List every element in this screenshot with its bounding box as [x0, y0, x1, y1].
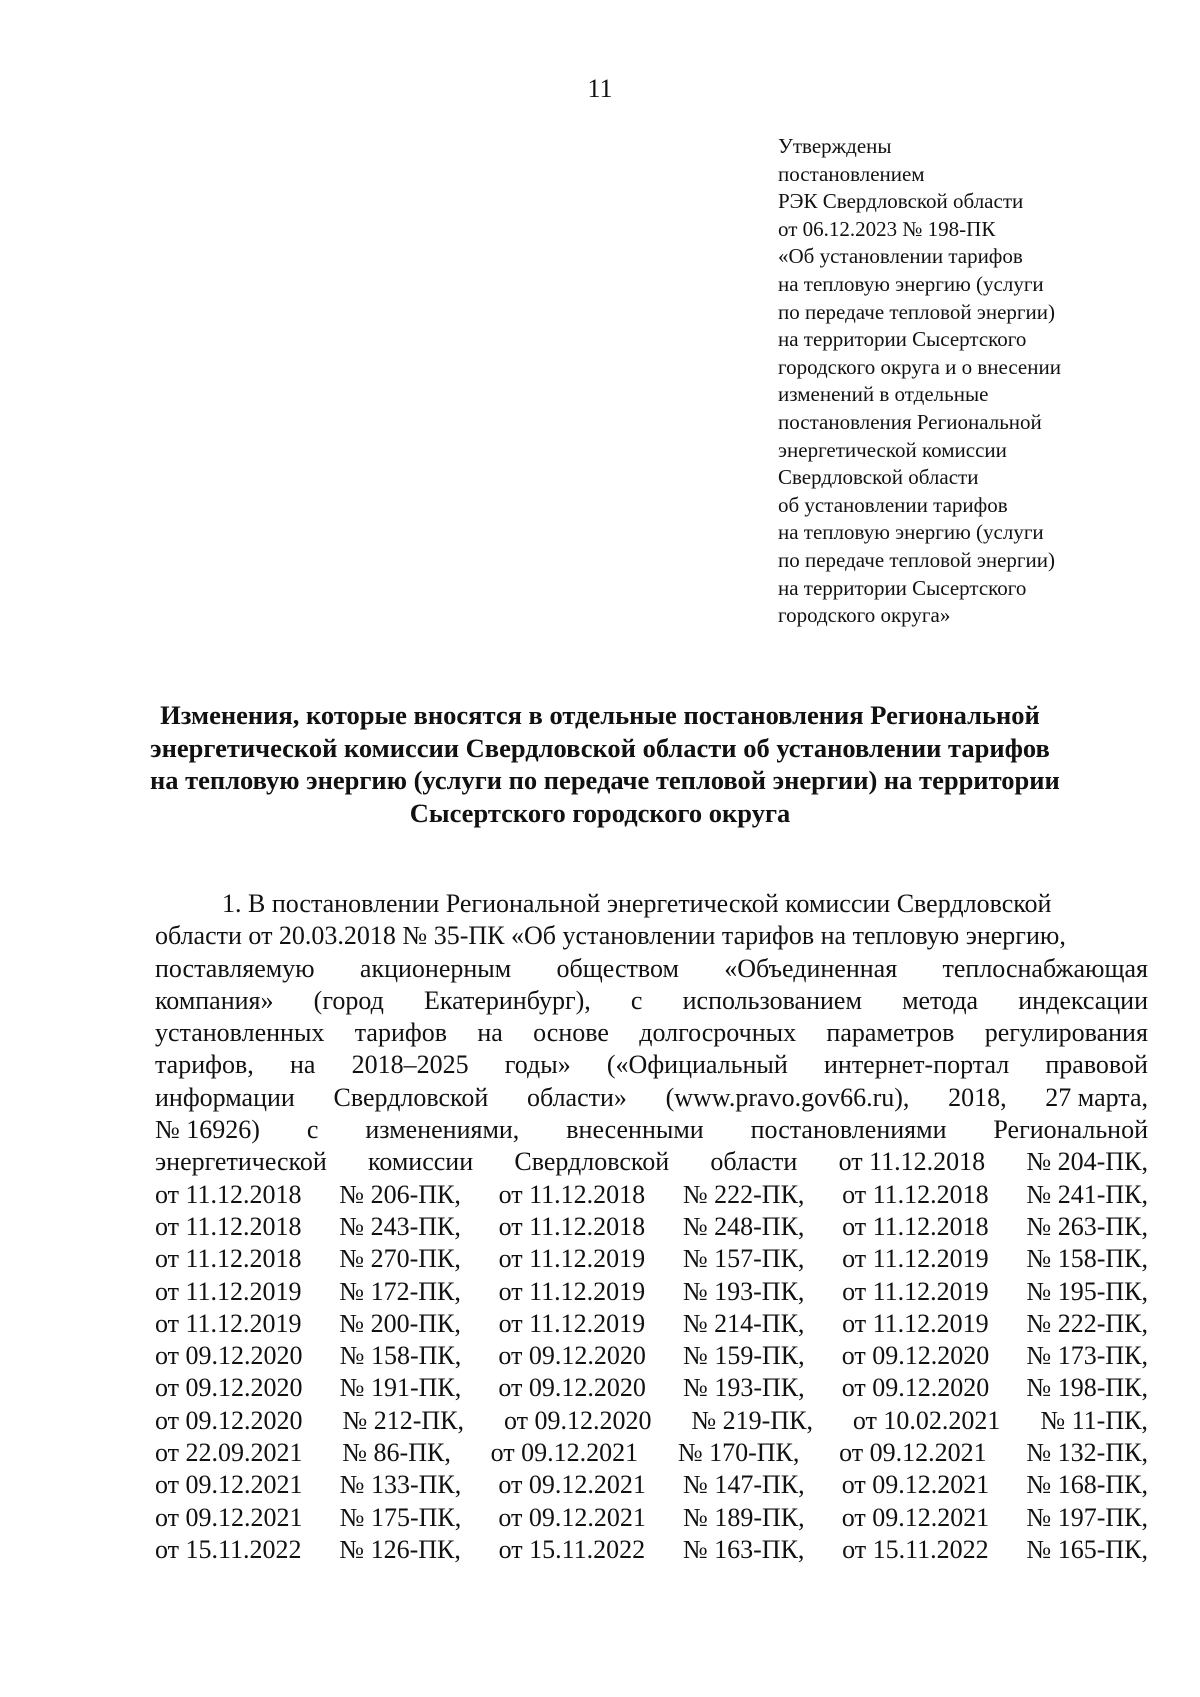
body-word: № 219-ПК, — [691, 1405, 813, 1435]
title-line: Сысертского городского округа — [409, 797, 791, 828]
body-word: от 11.12.2019 — [155, 1276, 302, 1306]
body-word: № 222-ПК, — [1026, 1308, 1148, 1338]
body-line — [155, 953, 1148, 985]
approval-line: Свердловской области — [778, 465, 979, 490]
body-word: № 214-ПК, — [682, 1308, 805, 1338]
body-word: теплоснабжающая — [942, 953, 1148, 983]
body-word: от 09.12.2021 — [841, 1502, 990, 1532]
body-line — [155, 1114, 1148, 1146]
body-word: от 15.11.2022 — [498, 1534, 646, 1564]
body-word: годы» — [504, 1050, 571, 1080]
approval-line: постановления Региональной — [778, 409, 1042, 434]
body-word: от 09.12.2021 — [155, 1502, 303, 1532]
body-word: от 11.12.2018 — [155, 1244, 302, 1274]
body-word: № 157-ПК, — [682, 1244, 805, 1274]
body-word: регулирования — [984, 1018, 1148, 1048]
body-line — [155, 1534, 1148, 1566]
body-word: от 11.12.2018 — [842, 1179, 989, 1209]
body-word: Свердловской — [333, 1082, 489, 1112]
body-word: № 191-ПК, — [339, 1373, 462, 1403]
approval-line: по передаче тепловой энергии) — [778, 299, 1056, 324]
body-word: («Официальный — [606, 1050, 788, 1080]
body-word: долгосрочных — [639, 1018, 797, 1048]
body-word: от 09.12.2021 — [498, 1470, 646, 1500]
body-word: с — [630, 985, 643, 1015]
body-word: от 09.12.2020 — [841, 1373, 990, 1403]
approval-line: по передаче тепловой энергии) — [778, 547, 1056, 572]
body-word: от 11.12.2018 — [498, 1211, 646, 1241]
body-word: на — [289, 1050, 316, 1080]
body-word: от 11.12.2019 — [498, 1308, 646, 1338]
body-word: № 270-ПК, — [339, 1244, 461, 1274]
approval-line: на территории Сысертского — [778, 327, 1027, 352]
body-word: метода — [902, 985, 979, 1015]
approval-line: энергетической комиссии — [778, 437, 1007, 462]
body-line — [155, 1405, 1148, 1437]
body-word: от 09.12.2021 — [841, 1470, 990, 1500]
body-word: № 241-ПК, — [1026, 1179, 1148, 1209]
approval-line: изменений в отдельные — [778, 382, 989, 407]
body-word: от 22.09.2021 — [155, 1438, 303, 1468]
body-line — [155, 1276, 1148, 1308]
body-word: Свердловской — [514, 1147, 670, 1177]
body-word: от 09.12.2021 — [490, 1438, 639, 1468]
body-word: от 10.02.2021 — [852, 1405, 1001, 1435]
approval-line: от 06.12.2023 № 198-ПК — [778, 216, 996, 241]
body-word: использованием — [682, 985, 862, 1015]
body-word: № 197-ПК, — [1026, 1502, 1148, 1532]
body-line — [155, 888, 1148, 920]
body-word: № 170-ПК, — [677, 1438, 800, 1468]
body-word: № 195-ПК, — [1026, 1276, 1148, 1306]
body-word: № 147-ПК, — [683, 1470, 805, 1500]
approval-line: на тепловую энергию (услуги — [778, 520, 1044, 545]
body-word: поставляемую — [155, 953, 315, 983]
body-word: № 16926) — [155, 1115, 260, 1145]
body-word: № 126-ПК, — [339, 1534, 461, 1564]
body-line — [155, 1340, 1148, 1372]
body-word: акционерным — [359, 953, 512, 983]
title-line: энергетической комиссии Свердловской области об установлении тарифов — [150, 732, 1050, 763]
body-word: параметров — [826, 1018, 955, 1048]
body-word: от 11.12.2019 — [842, 1244, 989, 1274]
body-line — [155, 1469, 1148, 1501]
body-word: от 09.12.2020 — [155, 1373, 303, 1403]
body-word: № 11-ПК, — [1040, 1405, 1148, 1435]
body-word: от 09.12.2020 — [155, 1405, 303, 1435]
body-word: от 09.12.2021 — [498, 1502, 646, 1532]
body-word: 2018–2025 — [351, 1050, 469, 1080]
body-word: обществом — [556, 953, 679, 983]
body-word: интернет-портал — [823, 1050, 1010, 1080]
body-word: от 09.12.2020 — [841, 1341, 990, 1371]
body-word: № 222-ПК, — [682, 1179, 805, 1209]
approval-line: постановлением — [778, 161, 925, 186]
body-word: Екатеринбург), — [423, 985, 591, 1015]
body-word: тарифов — [354, 1018, 448, 1048]
body-line — [155, 1211, 1148, 1243]
body-word: № 204-ПК, — [1026, 1147, 1148, 1177]
body-word: № 86-ПК, — [342, 1438, 451, 1468]
body-word: № 198-ПК, — [1026, 1373, 1148, 1403]
body-word: индексации — [1018, 985, 1148, 1015]
body-word: от 11.12.2019 — [842, 1308, 989, 1338]
body-word: области» — [526, 1082, 627, 1112]
body-word: от 09.12.2020 — [498, 1341, 646, 1371]
body-word: изменениями, — [365, 1115, 520, 1145]
body-line — [155, 1308, 1148, 1340]
body-word: Региональной — [993, 1115, 1148, 1145]
body-word: № 173-ПК, — [1026, 1341, 1148, 1371]
body-word: от 11.12.2019 — [498, 1276, 646, 1306]
body-line — [155, 1372, 1148, 1404]
title-line: на тепловую энергию (услуги по передаче тепловой энергии) на территории — [150, 765, 1060, 795]
body-word: 1. В постановлении Региональной энергетической комиссии Свердловской — [222, 889, 1052, 918]
body-line — [155, 1437, 1148, 1469]
body-word: № 189-ПК, — [683, 1502, 805, 1532]
approval-line: об установлении тарифов — [778, 492, 1008, 517]
body-word: № 193-ПК, — [683, 1373, 805, 1403]
body-line — [155, 1017, 1148, 1049]
body-word: 2018, — [948, 1082, 1007, 1112]
body-word: от 11.12.2018 — [155, 1211, 302, 1241]
body-word: № 263-ПК, — [1026, 1211, 1148, 1241]
body-word: внесенными — [566, 1115, 704, 1145]
body-word: с — [306, 1115, 319, 1145]
body-word: № 243-ПК, — [339, 1211, 461, 1241]
body-word: № 200-ПК, — [339, 1308, 461, 1338]
body-word: от 11.12.2018 — [842, 1211, 989, 1241]
body-word: тарифов, — [155, 1050, 254, 1080]
body-word: № 248-ПК, — [682, 1211, 805, 1241]
approval-line: РЭК Свердловской области — [778, 189, 1024, 214]
approval-line: городского округа» — [778, 603, 951, 628]
body-word: от 11.12.2019 — [155, 1308, 302, 1338]
body-word: № 159-ПК, — [683, 1341, 805, 1371]
body-word: компания» — [155, 985, 274, 1015]
body-word: № 133-ПК, — [339, 1470, 462, 1500]
body-word: от 09.12.2021 — [155, 1470, 303, 1500]
body-word: № 212-ПК, — [342, 1405, 465, 1435]
body-word: от 15.11.2022 — [155, 1534, 302, 1564]
body-word: правовой — [1045, 1050, 1148, 1080]
body-line — [155, 1179, 1148, 1211]
document-title — [150, 699, 1060, 829]
body-word: № 168-ПК, — [1026, 1470, 1148, 1500]
approval-line: Утверждены — [778, 134, 892, 158]
approval-block — [778, 133, 1178, 630]
body-word: «Объединенная — [724, 953, 898, 983]
body-word: от 11.12.2019 — [498, 1244, 646, 1274]
body-line — [155, 1082, 1148, 1114]
body-word: области — [710, 1147, 798, 1177]
body-word: (город — [313, 985, 384, 1015]
body-word: от 09.12.2021 — [839, 1438, 987, 1468]
body-word: энергетической — [155, 1147, 327, 1177]
body-line — [155, 1146, 1148, 1178]
body-word: № 206-ПК, — [339, 1179, 461, 1209]
title-line: Изменения, которые вносятся в отдельные постановления Региональной — [160, 700, 1040, 730]
body-word: на — [477, 1018, 503, 1048]
body-line — [155, 1243, 1148, 1275]
body-word: области от 20.03.2018 № 35-ПК «Об установлении тарифов на тепловую энергию, — [155, 921, 1066, 951]
body-paragraph — [155, 888, 1148, 1566]
body-word: от 11.12.2018 — [838, 1147, 986, 1177]
body-word: № 158-ПК, — [339, 1341, 462, 1371]
body-word: № 165-ПК, — [1026, 1534, 1148, 1564]
body-word: установленных — [155, 1018, 325, 1048]
body-word: от 09.12.2020 — [498, 1373, 646, 1403]
body-word: от 11.12.2019 — [842, 1276, 989, 1306]
body-word: № 175-ПК, — [339, 1502, 462, 1532]
body-word: от 11.12.2018 — [155, 1179, 302, 1209]
body-word: № 132-ПК, — [1026, 1438, 1148, 1468]
body-word: от 11.12.2018 — [498, 1179, 646, 1209]
approval-line: «Об установлении тарифов — [778, 244, 1023, 269]
body-word: информации — [155, 1082, 295, 1112]
body-word: 27 марта, — [1045, 1082, 1148, 1112]
body-word: от 09.12.2020 — [503, 1405, 652, 1435]
body-word: № 163-ПК, — [682, 1534, 805, 1564]
body-word: от 15.11.2022 — [842, 1534, 989, 1564]
body-word: постановлениями — [750, 1115, 947, 1145]
approval-line: на тепловую энергию (услуги — [778, 271, 1044, 296]
body-word: (www.pravo.gov66.ru), — [665, 1082, 910, 1112]
approval-line: на территории Сысертского — [778, 575, 1027, 600]
approval-line: городского округа и о внесении — [778, 354, 1061, 379]
body-line — [155, 1502, 1148, 1534]
body-line — [155, 920, 1148, 952]
body-word: от 09.12.2020 — [155, 1341, 303, 1371]
body-word: № 172-ПК, — [339, 1276, 461, 1306]
body-line — [155, 985, 1148, 1017]
body-word: № 158-ПК, — [1026, 1244, 1148, 1274]
body-line — [155, 1049, 1148, 1081]
body-word: № 193-ПК, — [682, 1276, 805, 1306]
body-word: комиссии — [368, 1147, 474, 1177]
body-word: основе — [533, 1018, 609, 1048]
page-number: 11 — [587, 74, 613, 103]
